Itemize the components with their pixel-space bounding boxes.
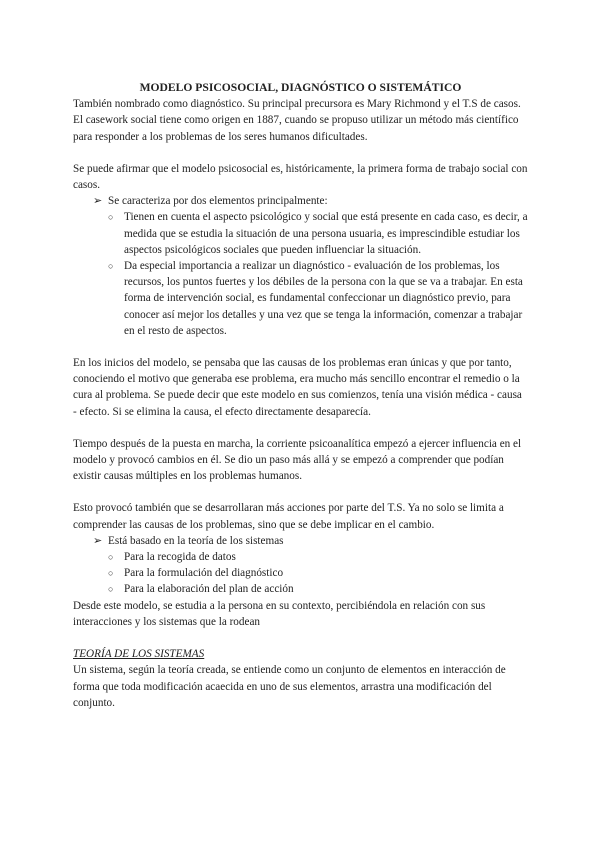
circle-bullet-icon: ○ (108, 584, 114, 595)
sub-list-characteristics (73, 209, 528, 339)
list-item-label: Está basado en la teoría de los sistemas (108, 534, 284, 547)
sub-list-systems (73, 549, 528, 598)
spacer (73, 145, 528, 161)
spacer (73, 339, 528, 355)
list-item (108, 258, 528, 339)
paragraph-5: Esto provocó también que se desarrollaran más acciones por parte del T.S. Ya no solo se limita a comprender las causas de los problemas, sino que se debe implicar en el cambio. (73, 502, 504, 531)
list-item-text: Da especial importancia a realizar un diagnóstico - evaluación de los problemas, los recursos, los puntos fuertes y los débiles de la persona con la que se va a trabajar. En esta forma de intervención social, es fundamental confeccionar un diagnóstico previo, para conocer así mejor los detalles y una vez que se tenga la información, comenzar a trabajar en el resto de aspectos. (124, 260, 523, 337)
list-item (108, 209, 528, 258)
paragraph-4: Tiempo después de la puesta en marcha, la corriente psicoanalítica empezó a ejercer influencia en el modelo y provocó cambios en él. Se dio un paso más allá y se empezó a comprender que podían existir causas múltiples en los problemas humanos. (73, 437, 522, 483)
intro-paragraph: También nombrado como diagnóstico. Su principal precursora es Mary Richmond y el T.S de casos. El casework social tiene como origen en 1887, cuando se propuso utilizar un método más científico para responder a los problemas de los seres humanos dificultades. (73, 98, 521, 143)
paragraph-7: Un sistema, según la teoría creada, se entiende como un conjunto de elementos en interacción de forma que toda modificación acaecida en uno de sus elementos, arrastra una modificación del conjunto. (73, 664, 506, 709)
list-item-text: Para la formulación del diagnóstico (124, 567, 284, 580)
circle-bullet-icon: ○ (108, 568, 114, 579)
circle-bullet-icon: ○ (108, 552, 114, 563)
spacer (73, 630, 528, 646)
circle-bullet-icon: ○ (108, 261, 114, 272)
paragraph-2: Se puede afirmar que el modelo psicosocial es, históricamente, la primera forma de trabajo social con casos. (73, 162, 528, 192)
bullet-list-characteristics (73, 193, 528, 209)
list-item (108, 581, 528, 597)
page-title: MODELO PSICOSOCIAL, DIAGNÓSTICO O SISTEMÁTICO (139, 81, 462, 94)
paragraph-3: En los inicios del modelo, se pensaba que las causas de los problemas eran únicas y que por tanto, conociendo el motivo que generaba ese problema, era mucho más sencillo encontrar el remedio o la cura al problema. Se puede decir que este modelo en sus comienzos, tenía una visión médica - causa - efecto. Si se elimina la causa, el efecto directamente desaparecía. (73, 357, 522, 418)
list-item (108, 549, 528, 565)
arrow-bullet-icon: ➢ (93, 534, 103, 547)
list-item-text: Para la recogida de datos (124, 551, 236, 564)
list-item (108, 565, 528, 581)
list-item (93, 533, 528, 549)
arrow-bullet-icon: ➢ (93, 195, 103, 208)
list-item-label: Se caracteriza por dos elementos principalmente: (108, 195, 328, 208)
spacer (73, 420, 528, 436)
bullet-list-systems (73, 533, 528, 549)
list-item-text: Para la elaboración del plan de acción (124, 583, 294, 596)
list-item (93, 193, 528, 209)
document-body (73, 80, 528, 711)
circle-bullet-icon: ○ (108, 212, 114, 223)
list-item-text: Tienen en cuenta el aspecto psicológico y social que está presente en cada caso, es decir, a medida que se estudia la situación de una persona usuaria, es imprescindible estudiar los aspectos psicológicos sociales que pueden influenciar la situación. (124, 211, 528, 256)
paragraph-6: Desde este modelo, se estudia a la persona en su contexto, percibiéndola en relación con sus interacciones y los sistemas que la rodean (73, 599, 486, 628)
spacer (73, 484, 528, 500)
section-heading: TEORÍA DE LOS SISTEMAS (73, 648, 205, 661)
